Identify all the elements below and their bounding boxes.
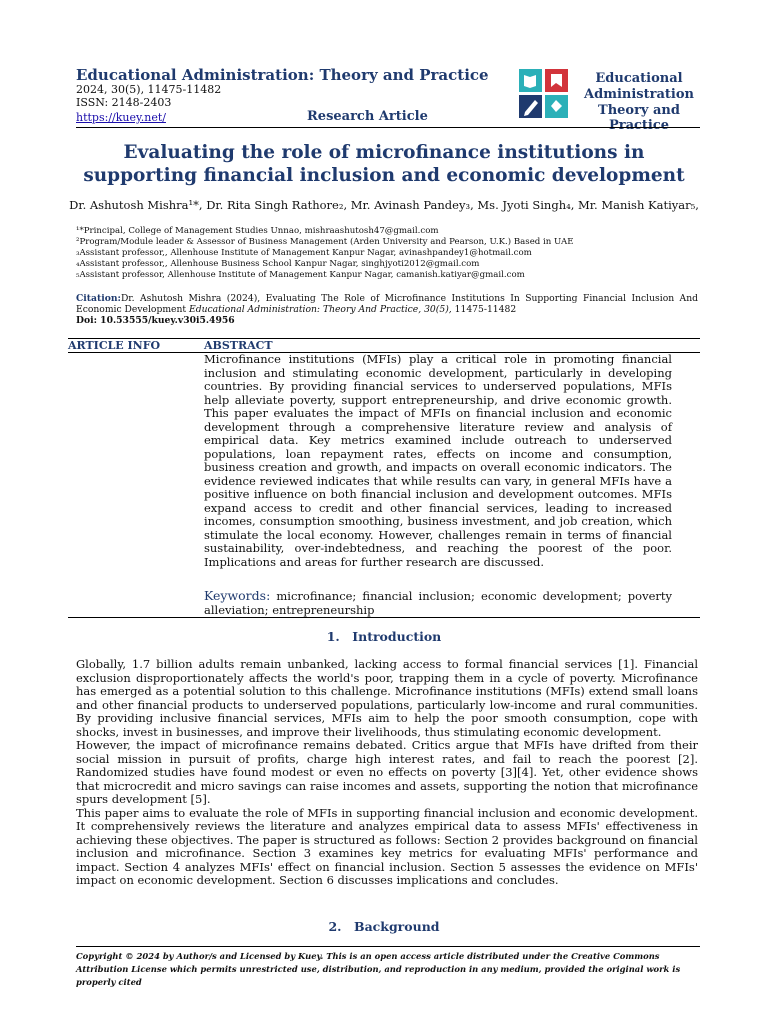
journal-logo [518,68,706,133]
keywords-label: Keywords: [204,588,271,603]
citation-label: Citation: [76,293,121,304]
journal-title: Educational Administration: Theory and Practice [76,66,489,84]
article-info-heading: ARTICLE INFO [68,339,161,352]
paragraph: This paper aims to evaluate the role of MFIs in supporting financial inclusion and economic development. It comprehensively reviews the literature and analyzes empirical data to assess MFIs' effectiveness in achieving these objectives. The paper is structured as follows: Section 2 provides background on financial inclusion and microfinance. Section 3 examines key metrics for evaluating MFIs' performance and impact. Section 4 analyzes MFIs' effect on financial inclusion. Section 5 assesses the evidence on MFIs' impact on economic development. Section 6 discusses implications and concludes. [76,805,698,887]
affiliation-item: ¹*Principal, College of Management Studies Unnao, mishraashutosh47@gmail.com [76,226,439,236]
journal-url-link[interactable]: https://kuey.net/ [76,111,166,124]
doi: Doi: 10.53555/kuey.v30i5.4956 [76,315,235,326]
volume-info: 2024, 30(5), 11475-11482 [76,83,222,96]
abstract-text: Microfinance institutions (MFIs) play a critical role in promoting financial inclusion and stimulating economic development, particularly in developing countries. By providing financial services to underserved populations, MFIs help alleviate poverty, support entrepreneurship, and drive economic growth. This paper evaluates the impact of MFIs on financial inclusion and economic development through a comprehensive literature review and analysis of empirical data. Key metrics examined include outreach to underserved populations, loan repayment rates, effects on income and consumption, business creation and growth, and impacts on overall economic indicators. The evidence reviewed indicates that while results can vary, in general MFIs have a positive influence on both financial inclusion and development outcomes. MFIs expand access to credit and other financial services, leading to increased incomes, consumption smoothing, business investment, and job creation, which stimulate the local economy. However, challenges remain in terms of financial sustainability, over-indebtedness, and reaching the poorest of the poor. Implications and areas for further research are discussed. [204,352,672,569]
affiliation-item: ₅Assistant professor, Allenhouse Institute of Management Kanpur Nagar, camanish.katiyar@gmail.com [76,270,525,280]
affiliation-item: ₄Assistant professor,, Allenhouse Business School Kanpur Nagar, singhjyoti2012@gmail.com [76,259,480,269]
issn: ISSN: 2148-2403 [76,96,172,109]
keywords-block [204,589,672,617]
logo-text-line2: Administration [584,87,694,102]
author-list: Dr. Ashutosh Mishra¹*, Dr. Rita Singh Rathore₂, Mr. Avinash Pandey₃, Ms. Jyoti Singh₄, Mr. Manish Katiyar₅, [69,198,699,212]
citation-pages: 11475-11482 [454,304,517,315]
footer-divider [76,946,700,947]
affiliation-list [76,226,706,281]
keywords-text: microfinance; financial inclusion; economic development; poverty alleviation; entrepreneurship [204,589,672,617]
paragraph: However, the impact of microfinance remains debated. Critics argue that MFIs have drifted from their social mission in pursuit of profits, charge high interest rates, and fail to reach the poorest [2]. Randomized studies have found modest or even no effects on poverty [3][4]. Yet, other evidence shows that microcredit and micro savings can raise incomes and assets, supporting the notion that microfinance spurs development [5]. [76,738,698,806]
section-heading-background: 2. Background [328,919,440,934]
logo-text-line3: Theory and Practice [598,103,680,133]
abstract-heading: ABSTRACT [204,339,273,352]
abstract-top-divider [68,338,700,339]
citation-text: Dr. Ashutosh Mishra (2024), Evaluating The Role of Microfinance Institutions In Supporting Financial Inclusion And Economic Development [76,293,698,315]
introduction-body [76,658,698,888]
citation-journal: Educational Administration: Theory And Practice, 30(5), [189,304,452,315]
book-pencil-logo-icon [518,68,570,120]
article-type-label: Research Article [307,109,428,124]
abstract-bottom-divider [68,617,700,618]
paragraph: Globally, 1.7 billion adults remain unbanked, lacking access to formal financial services [1]. Financial exclusion disproportionately affects the world's poor, trapping them in a cycle of poverty. Microfinance has emerged as a potential solution to this challenge. Microfinance institutions (MFIs) extend small loans and other financial products to underserved populations, particularly low-income and rural communities. By providing inclusive financial services, MFIs aim to help the poor smooth consumption, cope with shocks, invest in businesses, and improve their livelihoods, thus stimulating economic development. [76,657,698,739]
affiliation-item: ₃Assistant professor,, Allenhouse Institute of Management Kanpur Nagar, avinashpandey1@hotmail.com [76,248,532,258]
citation-block [76,293,698,326]
paper-title [60,141,708,187]
section-heading-introduction: 1. Introduction [326,629,442,644]
affiliation-item: ²Program/Module leader & Assessor of Business Management (Arden University and Pearson, U.K.) Based in UAE [76,237,574,247]
copyright-footer: Copyright © 2024 by Author/s and Licensed by Kuey. This is an open access article distributed under the Creative Commons Attribution License which permits unrestricted use, distribution, and reproduction in any medium, provided the original work is properly cited [76,951,681,987]
paper-title-line2: supporting financial inclusion and economic development [83,165,685,186]
logo-text-line1: Educational [595,71,683,86]
header-divider [76,127,700,128]
paper-title-line1: Evaluating the role of microfinance institutions in [123,142,645,163]
